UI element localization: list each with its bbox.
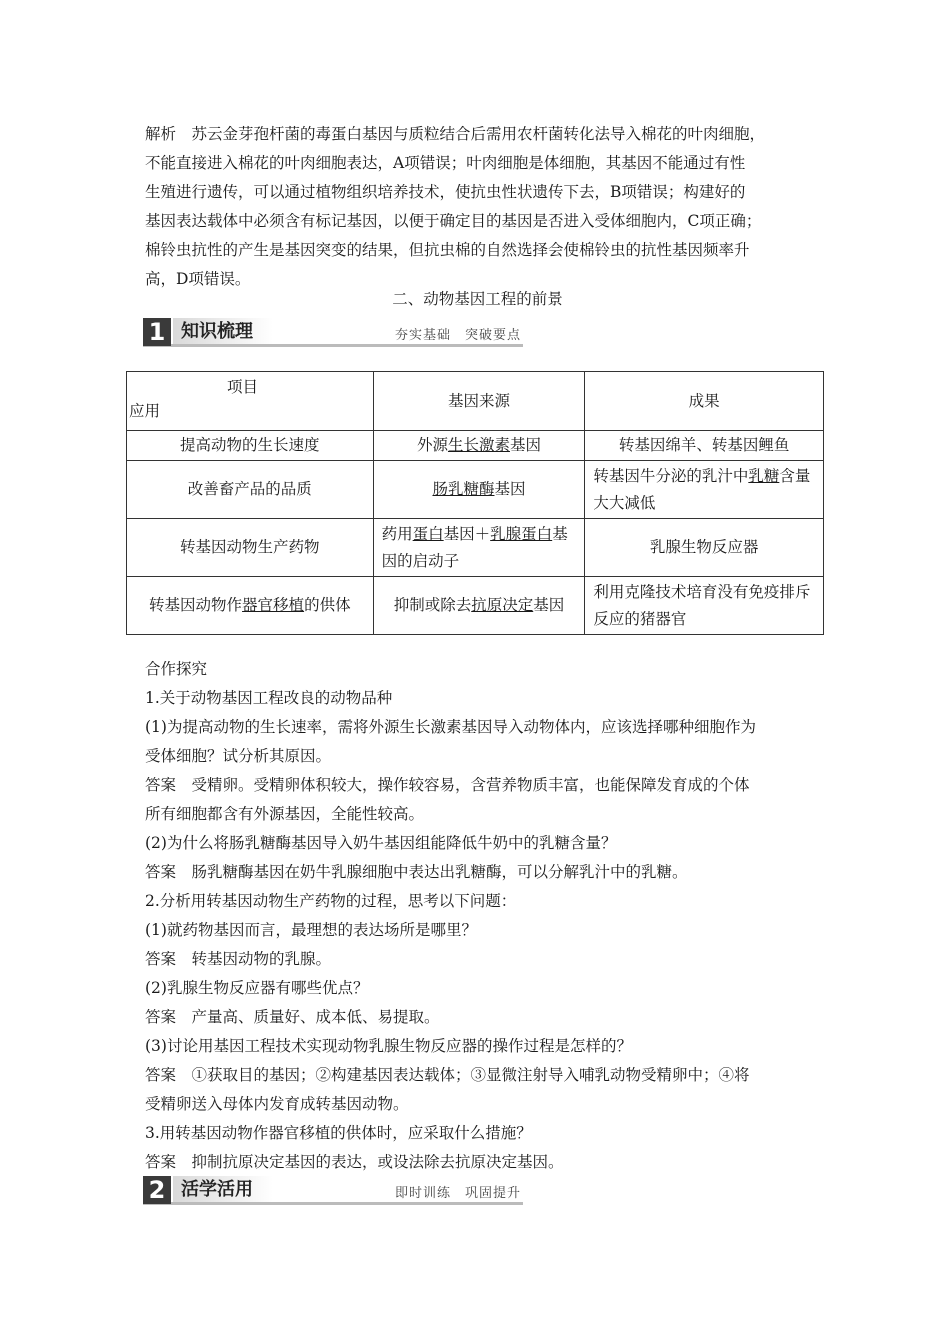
diag-bottom-label: 应用 (129, 402, 161, 420)
gene-engineering-table (126, 371, 824, 635)
table-row (127, 577, 824, 635)
table-cell: 转基因绵羊、转基因鲤鱼 (585, 431, 824, 461)
diag-top-label: 项目 (227, 378, 259, 396)
text-line: 受体细胞？试分析其原因。 (145, 747, 332, 765)
table-cell: 外源生长激素基因 (373, 431, 585, 461)
table-row (127, 431, 824, 461)
text-line: 答案 ①获取目的基因；②构建基因表达载体；③显微注射导入哺乳动物受精卵中；④将 (145, 1066, 750, 1084)
table-header-row (127, 372, 824, 431)
intro-line: 基因表达载体中必须含有标记基因，以便于确定目的基因是否进入受体细胞内，C项正确； (145, 212, 762, 230)
text-line: 2.分析用转基因动物生产药物的过程，思考以下问题： (145, 892, 517, 910)
table-header-cell: 成果 (585, 372, 824, 431)
section-title: 二、动物基因工程的前景 (392, 290, 563, 308)
intro-line: 不能直接进入棉花的叶肉细胞表达，A项错误；叶肉细胞是体细胞，其基因不能通过有性 (145, 154, 746, 172)
text-line: 3.用转基因动物作器官移植的供体时，应采取什么措施？ (145, 1124, 532, 1142)
text-line: (3)讨论用基因工程技术实现动物乳腺生物反应器的操作过程是怎样的？ (145, 1037, 632, 1055)
intro-line: 高，D项错误。 (145, 270, 251, 288)
text-line: 答案 产量高、质量好、成本低、易提取。 (145, 1008, 440, 1026)
text-line: 所有细胞都含有外源基因，全能性较高。 (145, 805, 425, 823)
section-banner-practice (143, 1176, 523, 1206)
discussion-section (145, 655, 810, 1177)
text-line: 受精卵送入母体内发育成转基因动物。 (145, 1095, 409, 1113)
table-cell: 肠乳糖酶基因 (373, 461, 585, 519)
text-line: 答案 肠乳糖酶基因在奶牛乳腺细胞中表达出乳糖酶，可以分解乳汁中的乳糖。 (145, 863, 688, 881)
table-header-cell: 基因来源 (373, 372, 585, 431)
text-line: 答案 抑制抗原决定基因的表达，或设法除去抗原决定基因。 (145, 1153, 564, 1171)
table-cell: 提高动物的生长速度 (127, 431, 374, 461)
banner-label: 知识梳理 (181, 321, 253, 342)
table-cell: 药用蛋白基因＋乳腺蛋白基因的启动子 (373, 519, 585, 577)
table-cell: 抑制或除去抗原决定基因 (373, 577, 585, 635)
banner-number: 1 (143, 318, 171, 346)
table-cell: 转基因动物作器官移植的供体 (127, 577, 374, 635)
text-line: 1.关于动物基因工程改良的动物品种 (145, 689, 393, 707)
text-line: (2)乳腺生物反应器有哪些优点？ (145, 979, 369, 997)
table-cell: 利用克隆技术培育没有免疫排斥反应的猪器官 (585, 577, 824, 635)
text-line: 答案 转基因动物的乳腺。 (145, 950, 332, 968)
text-line: (2)为什么将肠乳糖酶基因导入奶牛基因组能降低牛奶中的乳糖含量？ (145, 834, 617, 852)
table-cell: 转基因牛分泌的乳汁中乳糖含量大大减低 (585, 461, 824, 519)
banner-label: 活学活用 (181, 1179, 253, 1200)
banner-subtitle: 夯实基础 突破要点 (394, 328, 521, 343)
intro-line: 解析 苏云金芽孢杆菌的毒蛋白基因与质粒结合后需用农杆菌转化法导入棉花的叶肉细胞， (145, 125, 766, 143)
text-line: (1)就药物基因而言，最理想的表达场所是哪里？ (145, 921, 477, 939)
intro-paragraph (145, 120, 810, 294)
text-line: (1)为提高动物的生长速率，需将外源生长激素基因导入动物体内，应该选择哪种细胞作为 (145, 718, 756, 736)
intro-line: 棉铃虫抗性的产生是基因突变的结果，但抗虫棉的自然选择会使棉铃虫的抗性基因频率升 (145, 241, 750, 259)
table-diagonal-header-cell (127, 372, 374, 431)
table-cell: 乳腺生物反应器 (585, 519, 824, 577)
table-cell: 转基因动物生产药物 (127, 519, 374, 577)
text-line: 答案 受精卵。受精卵体积较大，操作较容易，含营养物质丰富，也能保障发育成的个体 (145, 776, 750, 794)
table-row (127, 461, 824, 519)
table-row (127, 519, 824, 577)
section-banner-knowledge (143, 318, 523, 348)
intro-line: 生殖进行遗传，可以通过植物组织培养技术，使抗虫性状遗传下去，B项错误；构建好的 (145, 183, 746, 201)
banner-number: 2 (143, 1176, 171, 1204)
table-cell: 改善畜产品的品质 (127, 461, 374, 519)
banner-subtitle: 即时训练 巩固提升 (394, 1186, 521, 1201)
text-line: 合作探究 (145, 660, 208, 678)
